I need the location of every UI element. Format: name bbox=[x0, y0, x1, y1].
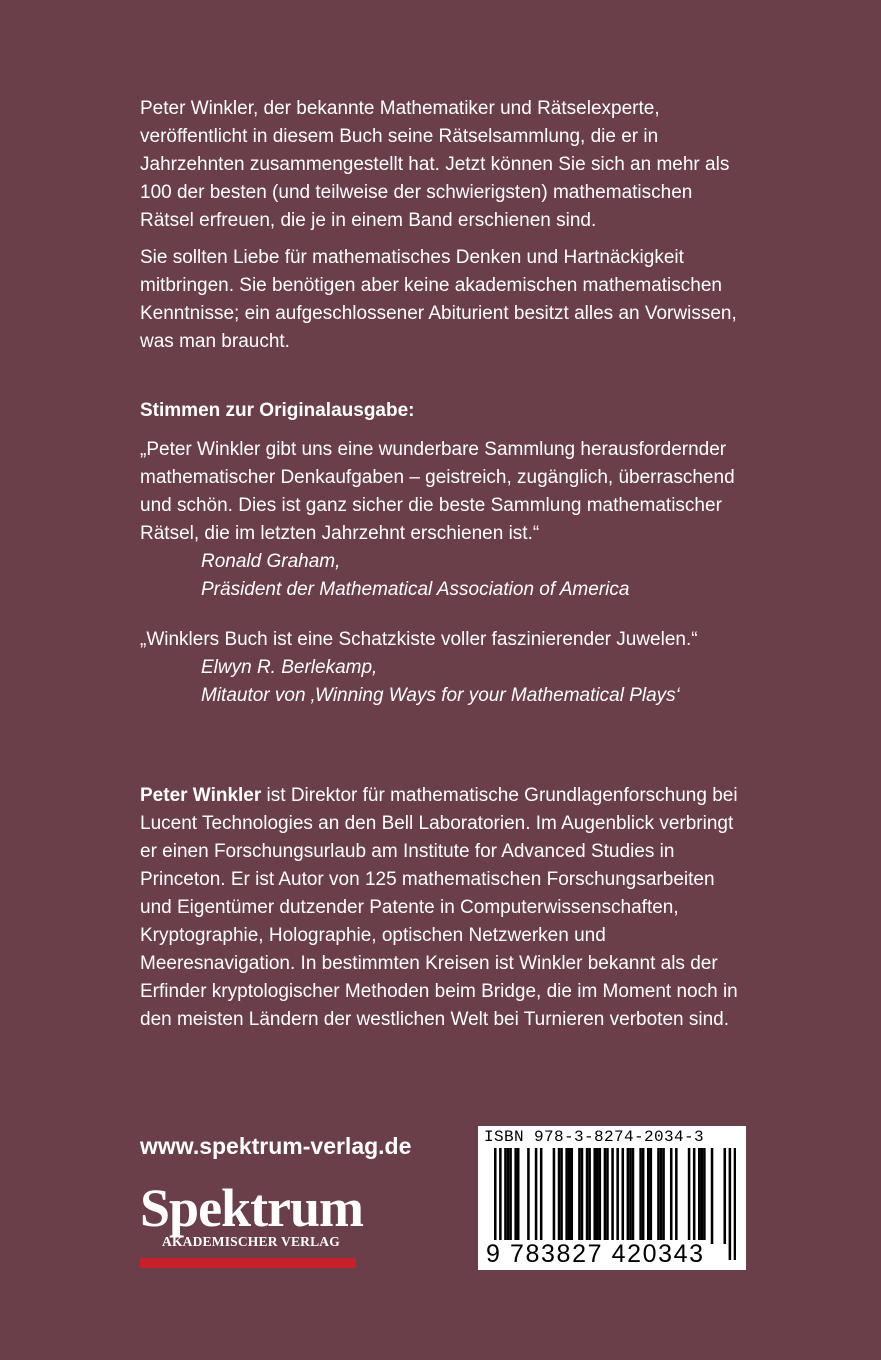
barcode-bar bbox=[568, 1148, 571, 1244]
barcode-bar bbox=[657, 1148, 660, 1244]
barcode-bar bbox=[675, 1148, 678, 1244]
publisher-website: www.spektrum-verlag.de bbox=[140, 1133, 412, 1159]
intro-paragraph-1: Peter Winkler, der bekannte Mathematiker und Rätselexperte, veröffentlicht in diesem Buch seine Rätselsammlung, die er in Jahrzehnten zusammengestellt hat. Jetzt können Sie sich an mehr als 100 der besten (und teilweise der schwierigsten) mathematischen Rätsel erfreuen, die je in einem Band erschienen sind. bbox=[140, 98, 730, 231]
logo-name: Spektrum bbox=[140, 1178, 364, 1238]
quote-author: Elwyn R. Berlekamp, bbox=[201, 657, 378, 678]
barcode-bar bbox=[565, 1148, 568, 1244]
barcode-bar bbox=[632, 1148, 635, 1244]
barcode-bar bbox=[509, 1148, 512, 1244]
barcode-bar bbox=[578, 1148, 581, 1244]
barcode-bar bbox=[734, 1148, 736, 1260]
barcode-bar bbox=[642, 1148, 645, 1244]
quote-block bbox=[140, 436, 760, 604]
barcode-bar bbox=[514, 1148, 517, 1244]
barcode-bar bbox=[693, 1148, 696, 1244]
barcode-bar bbox=[622, 1148, 625, 1244]
barcode-bar bbox=[504, 1148, 507, 1244]
publisher-logo bbox=[140, 1178, 364, 1268]
intro-paragraph-2: Sie sollten Liebe für mathematisches Denken und Hartnäckigkeit mitbringen. Sie benötigen aber keine akademischen mathematischen Kenntnisse; ein aufgeschlossener Abiturient besitzt alles an Vorwissen, was man braucht. bbox=[140, 247, 737, 352]
barcode-bar bbox=[606, 1148, 609, 1244]
quote-author-role: Präsident der Mathematical Association of America bbox=[201, 579, 630, 600]
barcode-bar bbox=[670, 1148, 673, 1244]
barcode-bar bbox=[688, 1148, 691, 1244]
barcode-bar bbox=[599, 1148, 602, 1244]
barcode-bar bbox=[629, 1148, 632, 1244]
barcode-bar bbox=[627, 1148, 630, 1244]
author-bio-body: ist Direktor für mathematische Grundlagenforschung bei Lucent Technologies an den Bell Laboratorien. Im Augenblick verbringt er einen Forschungsurlaub am Institute for Advanced Studies in Princeton. Er ist Autor von 125 mathematischen Forschungsarbeiten und Eigentümer dutzender Patente in Computerwissenschaften, Kryptographie, Holographie, optischen Netzwerken und Meeresnavigation. In bestimmten Kreisen ist Winkler bekannt als der Erfinder kryptologischer Methoden beim Bridge, die im Moment noch in den meisten Ländern der westlichen Welt bei Turnieren verboten sind. bbox=[140, 785, 738, 1030]
quote-block bbox=[140, 626, 760, 710]
quote-author: Ronald Graham, bbox=[201, 551, 341, 572]
quotes-heading: Stimmen zur Originalausgabe: bbox=[140, 400, 415, 421]
barcode-bar bbox=[698, 1148, 701, 1244]
barcode-bar bbox=[527, 1148, 530, 1244]
barcode-bar bbox=[507, 1148, 510, 1244]
author-name: Peter Winkler bbox=[140, 785, 262, 806]
barcode bbox=[478, 1126, 746, 1270]
barcode-bar bbox=[586, 1148, 589, 1244]
logo-subtitle: AKADEMISCHER VERLAG bbox=[162, 1234, 340, 1249]
barcode-bar bbox=[540, 1148, 543, 1244]
ean-number: 9 783827 420343 bbox=[486, 1240, 705, 1268]
barcode-bar bbox=[660, 1148, 663, 1244]
barcode-bar bbox=[571, 1148, 574, 1244]
barcode-bar bbox=[604, 1148, 607, 1244]
quote-text: „Winklers Buch ist eine Schatzkiste voller faszinierender Juwelen.“ bbox=[140, 629, 698, 650]
barcode-bar bbox=[560, 1148, 563, 1244]
intro-text bbox=[140, 95, 740, 356]
barcode-bar bbox=[711, 1148, 714, 1244]
author-bio-text bbox=[140, 782, 740, 1034]
barcode-bar bbox=[517, 1148, 520, 1244]
quote-author-role: Mitautor von ‚Winning Ways for your Mathematical Plays‘ bbox=[201, 685, 680, 706]
barcode-bar bbox=[593, 1148, 596, 1244]
barcode-bar bbox=[650, 1148, 653, 1244]
author-bio bbox=[140, 782, 740, 1034]
logo-bar bbox=[140, 1258, 356, 1268]
barcode-bar bbox=[701, 1148, 704, 1244]
barcode-bar bbox=[724, 1148, 727, 1244]
quote-text: „Peter Winkler gibt uns eine wunderbare Sammlung herausfordernder mathematischer Denkaufgaben – geistreich, zugänglich, überraschend und schön. Dies ist ganz sicher die beste Sammlung mathematischer Rätsel, die im letzten Jahrzehnt erschienen ist.“ bbox=[140, 439, 735, 544]
barcode-bar bbox=[647, 1148, 650, 1244]
barcode-bar bbox=[581, 1148, 584, 1244]
barcode-bar bbox=[535, 1148, 538, 1244]
barcode-bar bbox=[553, 1148, 556, 1244]
barcode-bar bbox=[558, 1148, 561, 1244]
barcode-bar bbox=[662, 1148, 665, 1244]
barcode-bar bbox=[588, 1148, 591, 1244]
barcode-bar bbox=[639, 1148, 642, 1244]
barcode-bar bbox=[703, 1148, 706, 1244]
barcode-bar bbox=[729, 1148, 732, 1260]
isbn-label: ISBN 978-3-8274-2034-3 bbox=[484, 1128, 705, 1146]
barcode-bar bbox=[596, 1148, 599, 1244]
